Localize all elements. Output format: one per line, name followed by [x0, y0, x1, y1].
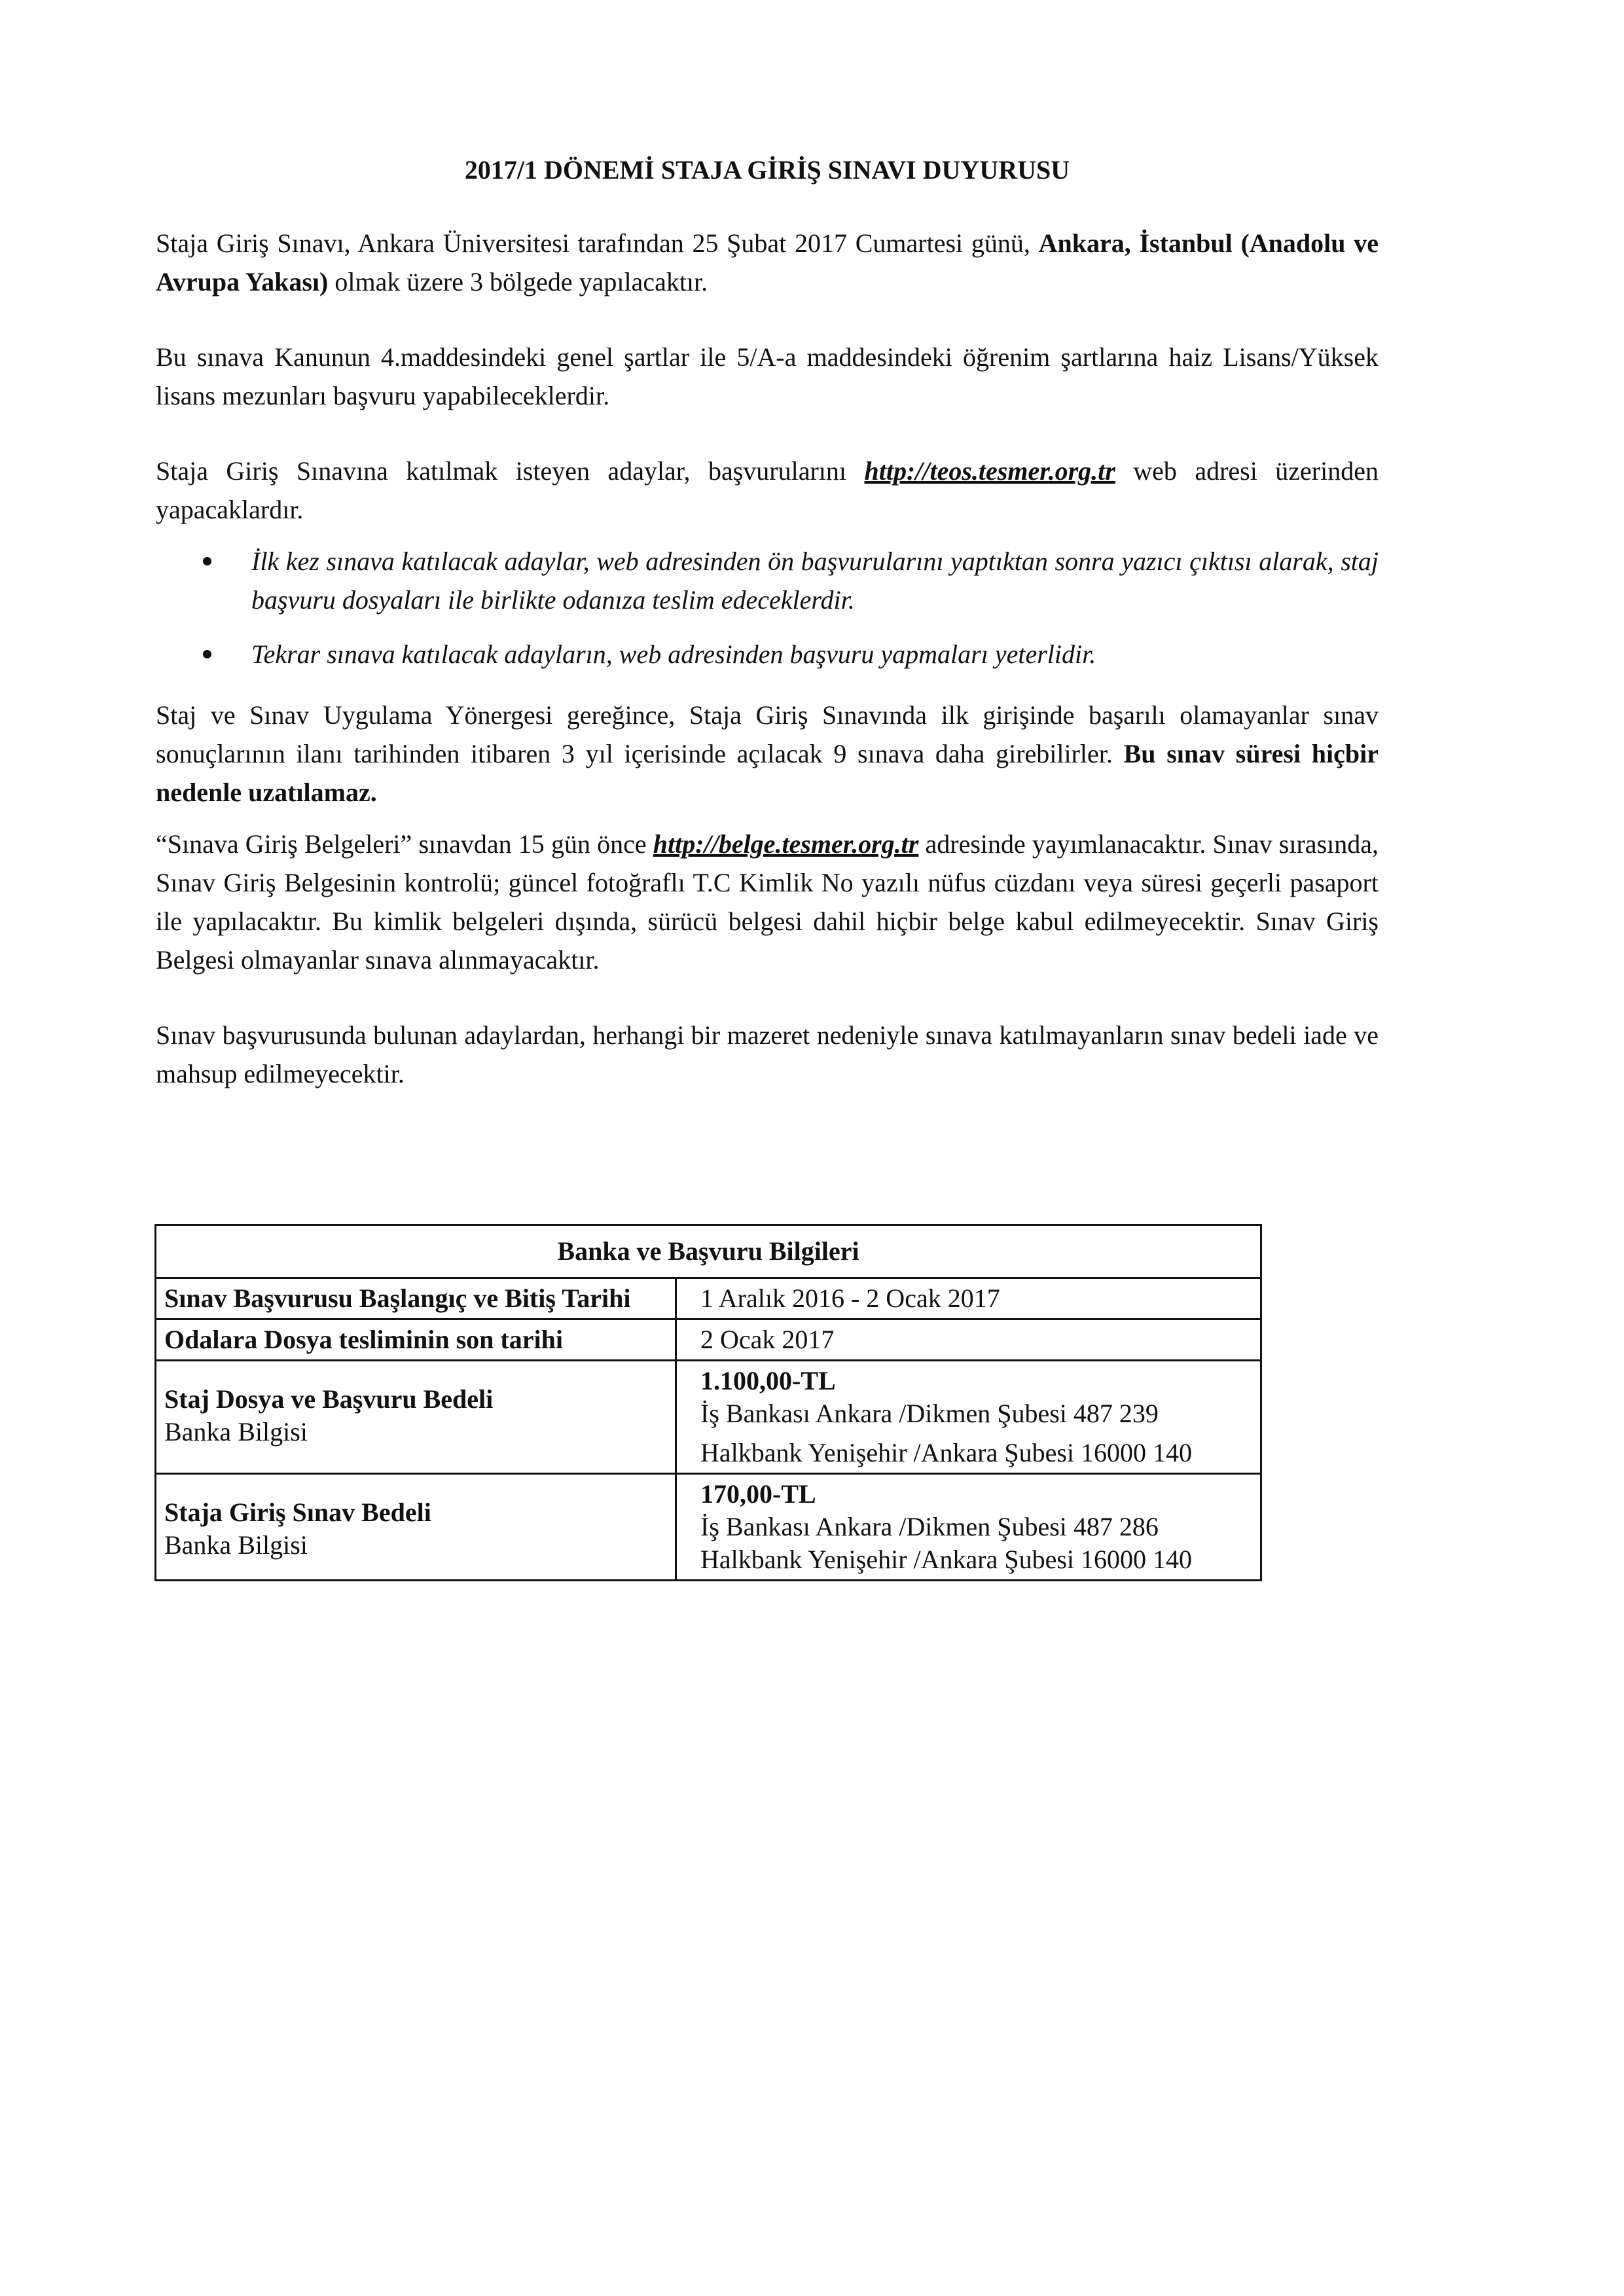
- table-label-cell: [156, 1278, 676, 1319]
- application-text-end: web adresi üzerinden yapacaklardır.: [156, 456, 1379, 524]
- fee-amount: 1.100,00-TL: [700, 1366, 836, 1395]
- table-label-cell: [156, 1474, 676, 1581]
- bank-account-isbank: İş Bankası Ankara /Dikmen Şubesi 487 239: [700, 1399, 1159, 1428]
- page-title: 2017/1 DÖNEMİ STAJA GİRİŞ SINAVI DUYURUSU: [464, 155, 1070, 185]
- row-sublabel: Banka Bilgisi: [164, 1530, 308, 1560]
- table-label-cell: [156, 1361, 676, 1474]
- entry-docs-text-end: adresinde yayımlanacaktır. Sınav sırasında, Sınav Giriş Belgesinin kontrolü; güncel fotoğraflı T.C Kimlik No yazılı nüfus cüzdanı veya süresi geçerli pasaport ile yapılacaktır. Bu kimlik belgeleri dışında, sürücü belgesi dahil hiçbir belge kabul edilmeyecektir. Sınav Giriş Belgesi olmayanlar sınava alınmayacaktır.: [156, 829, 1379, 975]
- eligibility-paragraph: Bu sınava Kanunun 4.maddesindeki genel şartlar ile 5/A-a maddesindeki öğrenim şartlarına haiz Lisans/Yüksek lisans mezunları başvuru yapabileceklerdir.: [156, 342, 1379, 410]
- table-value-cell: 1 Aralık 2016 - 2 Ocak 2017: [676, 1278, 1261, 1319]
- list-item: [251, 542, 1379, 619]
- table-row: [156, 1225, 1261, 1278]
- bullet-list: [156, 542, 1379, 673]
- bank-account-isbank: İş Bankası Ankara /Dikmen Şubesi 487 286: [700, 1512, 1159, 1541]
- table-row: [156, 1278, 1261, 1319]
- regulation-notice: Bu sınav süresi hiçbir nedenle uzatılamaz.: [156, 739, 1379, 807]
- announcement-body: [156, 151, 1379, 1093]
- table-label-cell: [156, 1319, 676, 1361]
- entry-docs-text: “Sınava Giriş Belgeleri” sınavdan 15 gün önce: [156, 829, 653, 859]
- teos-link[interactable]: http://teos.tesmer.org.tr: [864, 456, 1115, 486]
- entry-docs-paragraph: [156, 825, 1379, 979]
- bank-account-halkbank: Halkbank Yenişehir /Ankara Şubesi 16000 140: [700, 1545, 1193, 1574]
- table-row: [156, 1361, 1261, 1474]
- table-value-cell: [676, 1474, 1261, 1581]
- bullet-icon: [203, 557, 211, 565]
- refund-paragraph: Sınav başvurusunda bulunan adaylardan, herhangi bir mazeret nedeniyle sınava katılmayanların sınav bedeli iade ve mahsup edilmeyecektir.: [156, 1020, 1379, 1088]
- bullet-text-first-time: İlk kez sınava katılacak adaylar, web adresinden ön başvurularını yaptıktan sonra yazıcı çıktısı alarak, staj başvuru dosyaları ile birlikte odanıza teslim edeceklerdir.: [251, 547, 1379, 615]
- intro-locations: Ankara, İstanbul (Anadolu ve Avrupa Yakası): [156, 228, 1379, 296]
- row-sublabel: Banka Bilgisi: [164, 1417, 308, 1446]
- table-row: [156, 1474, 1261, 1581]
- list-item: [251, 635, 1379, 673]
- table-value-cell: 2 Ocak 2017: [676, 1319, 1261, 1361]
- bullet-text-retake: Tekrar sınava katılacak adayların, web adresinden başvuru yapmaları yeterlidir.: [251, 639, 1096, 669]
- row-label: Sınav Başvurusu Başlangıç ve Bitiş Tarihi: [164, 1283, 631, 1313]
- belge-link[interactable]: http://belge.tesmer.org.tr: [653, 829, 919, 859]
- bullet-icon: [203, 650, 211, 658]
- intro-text-end: olmak üzere 3 bölgede yapılacaktır.: [328, 267, 708, 296]
- application-text: Staja Giriş Sınavına katılmak isteyen adaylar, başvurularını: [156, 456, 865, 486]
- intro-text: Staja Giriş Sınavı, Ankara Üniversitesi tarafından 25 Şubat 2017 Cumartesi günü,: [156, 228, 1039, 258]
- bank-account-halkbank: Halkbank Yenişehir /Ankara Şubesi 16000 140: [700, 1438, 1193, 1467]
- fee-amount: 170,00-TL: [700, 1479, 816, 1509]
- regulation-paragraph: [156, 696, 1379, 812]
- row-label: Odalara Dosya tesliminin son tarihi: [164, 1325, 563, 1354]
- table-row: [156, 1319, 1261, 1361]
- regulation-text: Staj ve Sınav Uygulama Yönergesi gereğince, Staja Giriş Sınavında ilk girişinde başarılı olamayanlar sınav sonuçlarının ilanı tarihinden itibaren 3 yıl içerisinde açılacak 9 sınava daha girebilirler.: [156, 700, 1379, 768]
- intro-paragraph: [156, 224, 1379, 301]
- table-heading: Banka ve Başvuru Bilgileri: [156, 1225, 1261, 1278]
- table-value-cell: [676, 1361, 1261, 1474]
- row-label: Staja Giriş Sınav Bedeli: [164, 1498, 431, 1527]
- bank-info-table: [154, 1224, 1262, 1581]
- application-paragraph: [156, 452, 1379, 529]
- row-label: Staj Dosya ve Başvuru Bedeli: [164, 1384, 494, 1414]
